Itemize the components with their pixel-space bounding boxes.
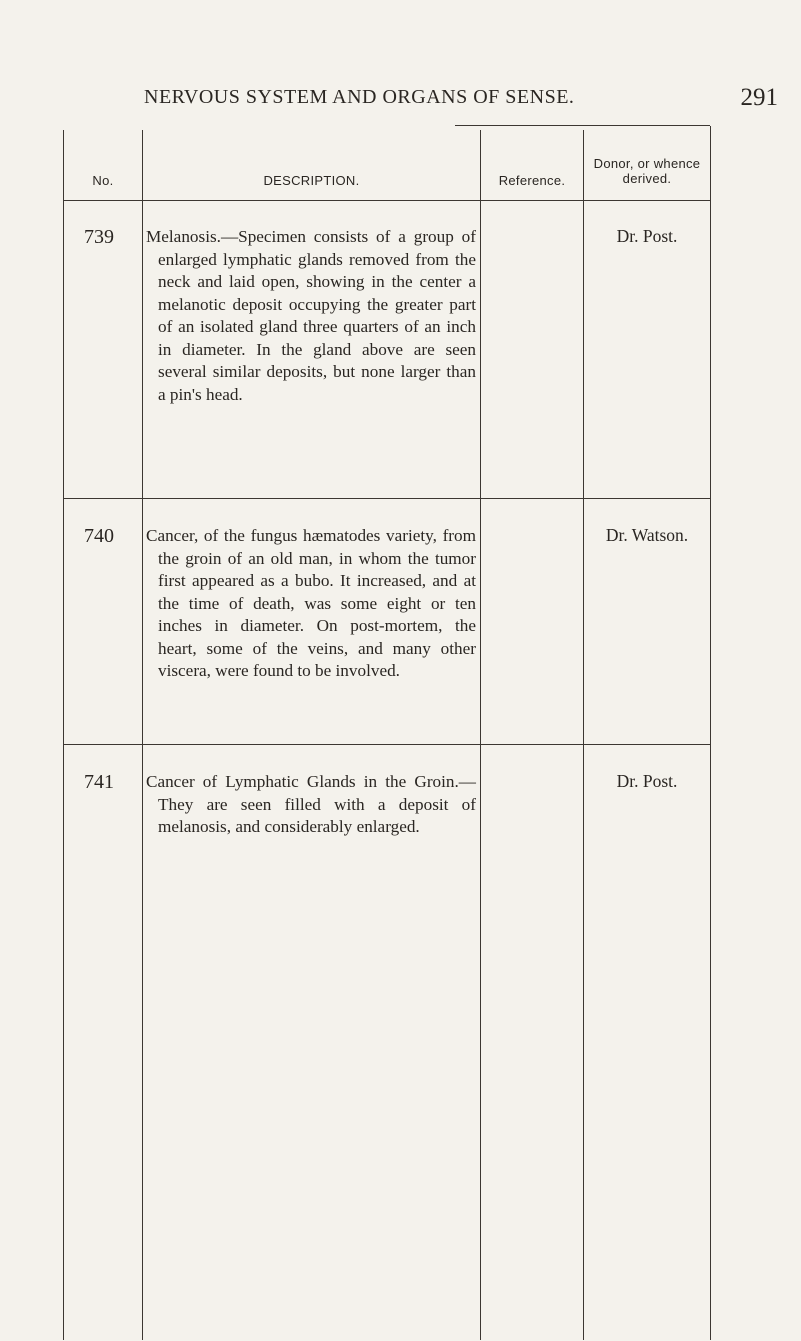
header-donor: Donor, or whence derived.: [593, 156, 701, 186]
running-title: NERVOUS SYSTEM AND ORGANS OF SENSE.: [144, 86, 575, 108]
row-number: 741: [84, 771, 114, 793]
column-rule-no: [142, 130, 143, 1340]
column-rule-reference: [583, 130, 584, 1340]
row-donor: Dr. Watson.: [605, 525, 689, 545]
row-description: Melanosis.—Specimen consists of a group of enlarged lymphatic glands removed from the neck and laid open, showing in the center a melanotic deposit occupying the greater part of an isolated gland three quarters of an inch in diameter. In the gland above are seen several similar deposits, but none larger than a pin's head.: [146, 227, 476, 404]
row-rule-1: [64, 498, 710, 499]
header-reference: Reference.: [498, 173, 566, 188]
row-description: Cancer of Lymphatic Glands in the Groin.—They are seen filled with a deposit of melanosis, and considerably enlarged.: [146, 772, 476, 836]
row-donor: Dr. Post.: [616, 771, 678, 791]
table-top-rule: [455, 125, 710, 126]
page-number: 291: [740, 84, 778, 111]
header-no: No.: [92, 173, 114, 188]
header-rule: [64, 200, 710, 201]
column-rule-left: [63, 130, 64, 1340]
column-rule-right: [710, 126, 711, 1340]
row-rule-2: [64, 744, 710, 745]
row-number: 740: [84, 525, 114, 547]
row-donor: Dr. Post.: [616, 226, 678, 246]
row-description: Cancer, of the fungus hæmatodes variety, from the groin of an old man, in whom the tumor first appeared as a bubo. It increased, and at the time of death, was some eight or ten inches in diameter. On post-mortem, the heart, some of the veins, and many other viscera, were found to be involved.: [146, 526, 476, 680]
header-description: DESCRIPTION.: [263, 173, 360, 188]
column-rule-description: [480, 130, 481, 1340]
row-number: 739: [84, 226, 114, 248]
